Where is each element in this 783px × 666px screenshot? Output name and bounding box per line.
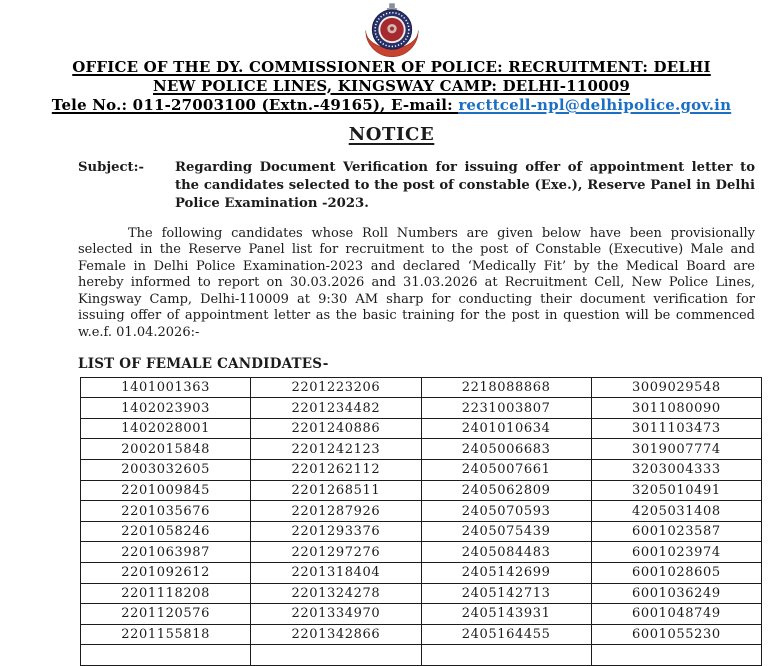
- roll-number-cell: 3205010491: [591, 480, 761, 501]
- roll-number-cell: 2405164455: [421, 624, 591, 645]
- roll-number-cell: 2201058246: [81, 521, 251, 542]
- address-line: [0, 77, 783, 96]
- roll-number-cell: 1401001363: [81, 377, 251, 398]
- roll-number-cell: 2231003807: [421, 398, 591, 419]
- roll-number-table: [80, 377, 762, 666]
- roll-number-cell: 2201223206: [251, 377, 421, 398]
- roll-number-cell: 3019007774: [591, 439, 761, 460]
- roll-number-cell: 4205031408: [591, 501, 761, 522]
- roll-number-cell: 2201120576: [81, 604, 251, 625]
- roll-number-cell: 2201293376: [251, 521, 421, 542]
- table-row: [81, 521, 762, 542]
- roll-number-cell: 2201287926: [251, 501, 421, 522]
- roll-number-cell: 2201092612: [81, 563, 251, 584]
- roll-number-cell: 6001036249: [591, 583, 761, 604]
- roll-number-cell: 2201035676: [81, 501, 251, 522]
- table-row: [81, 460, 762, 481]
- roll-number-cell: 2405062809: [421, 480, 591, 501]
- document-header: [0, 0, 783, 58]
- contact-line: [0, 96, 783, 115]
- table-row: [81, 563, 762, 584]
- roll-number-cell: 2201242123: [251, 439, 421, 460]
- roll-number-cell: 2405075439: [421, 521, 591, 542]
- roll-number-cell: 2201324278: [251, 583, 421, 604]
- list-heading: LIST OF FEMALE CANDIDATES-: [78, 355, 329, 372]
- body-paragraph: The following candidates whose Roll Numbers are given below have been provisionally selected in the Reserve Panel list for recruitment to the post of Constable (Executive) Male and Female in Delhi Police Examination-2023 and declared ‘Medically Fit’ by the Medical Board are hereby informed to report on 30.03.2026 and 31.03.2026 at Recruitment Cell, New Police Lines, Kingsway Camp, Delhi-110009 at 9:30 AM sharp for conducting their document verification for issuing offer of appointment letter as the basic training for the post in question will be commenced w.e.f. 01.04.2026:-: [78, 225, 755, 341]
- roll-number-cell: 3203004333: [591, 460, 761, 481]
- delhi-police-emblem-icon: [362, 3, 422, 58]
- roll-number-cell: 6001023587: [591, 521, 761, 542]
- roll-number-cell: 2201297276: [251, 542, 421, 563]
- roll-number-cell: 2405070593: [421, 501, 591, 522]
- table-row: [81, 480, 762, 501]
- office-title-line: [0, 58, 783, 77]
- roll-number-cell: 2405007661: [421, 460, 591, 481]
- roll-number-cell: 2201063987: [81, 542, 251, 563]
- telephone-text: Tele No.: 011-27003100 (Extn.-49165), E-mail:: [51, 96, 459, 114]
- roll-number-cell-empty: [251, 645, 421, 666]
- address-text: NEW POLICE LINES, KINGSWAY CAMP: DELHI-110009: [153, 76, 630, 95]
- roll-number-cell: 3011080090: [591, 398, 761, 419]
- table-row-partial: [81, 645, 762, 666]
- roll-number-cell: 2201342866: [251, 624, 421, 645]
- roll-number-cell-empty: [81, 645, 251, 666]
- roll-number-cell: 3011103473: [591, 418, 761, 439]
- notice-heading-text: NOTICE: [348, 123, 435, 145]
- table-row: [81, 501, 762, 522]
- roll-number-cell: 6001048749: [591, 604, 761, 625]
- roll-number-cell-empty: [421, 645, 591, 666]
- roll-number-cell: 2405084483: [421, 542, 591, 563]
- table-row: [81, 583, 762, 604]
- subject-block: [78, 159, 755, 213]
- roll-number-cell: 2201118208: [81, 583, 251, 604]
- roll-number-cell: 6001023974: [591, 542, 761, 563]
- email-link[interactable]: recttcell-npl@delhipolice.gov.in: [458, 96, 732, 114]
- roll-number-cell: 6001055230: [591, 624, 761, 645]
- roll-number-cell: 2218088868: [421, 377, 591, 398]
- roll-number-cell-empty: [591, 645, 761, 666]
- roll-number-cell: 2401010634: [421, 418, 591, 439]
- roll-table-body: [81, 377, 762, 665]
- roll-number-cell: 2003032605: [81, 460, 251, 481]
- roll-number-cell: 2201009845: [81, 480, 251, 501]
- subject-label: Subject:-: [78, 159, 144, 175]
- table-row: [81, 624, 762, 645]
- roll-number-cell: 2201240886: [251, 418, 421, 439]
- roll-number-cell: 2201262112: [251, 460, 421, 481]
- table-row: [81, 377, 762, 398]
- roll-number-cell: 2405142713: [421, 583, 591, 604]
- table-row: [81, 398, 762, 419]
- roll-number-cell: 2201334970: [251, 604, 421, 625]
- roll-number-cell: 2201268511: [251, 480, 421, 501]
- roll-number-cell: 2201318404: [251, 563, 421, 584]
- table-row: [81, 418, 762, 439]
- table-row: [81, 542, 762, 563]
- roll-number-cell: 3009029548: [591, 377, 761, 398]
- table-row: [81, 604, 762, 625]
- notice-heading: [0, 124, 783, 145]
- roll-number-cell: 2201234482: [251, 398, 421, 419]
- roll-number-cell: 2405143931: [421, 604, 591, 625]
- roll-number-cell: 2405142699: [421, 563, 591, 584]
- roll-number-cell: 6001028605: [591, 563, 761, 584]
- roll-number-cell: 1402028001: [81, 418, 251, 439]
- subject-text: Regarding Document Verification for issuing offer of appointment letter to the candidates selected to the post of constable (Exe.), Reserve Panel in Delhi Police Examination -2023.: [175, 159, 755, 211]
- roll-number-cell: 2002015848: [81, 439, 251, 460]
- roll-number-cell: 1402023903: [81, 398, 251, 419]
- roll-number-cell: 2201155818: [81, 624, 251, 645]
- table-row: [81, 439, 762, 460]
- roll-number-cell: 2405006683: [421, 439, 591, 460]
- office-title-text: OFFICE OF THE DY. COMMISSIONER OF POLICE: RECRUITMENT: DELHI: [72, 58, 711, 76]
